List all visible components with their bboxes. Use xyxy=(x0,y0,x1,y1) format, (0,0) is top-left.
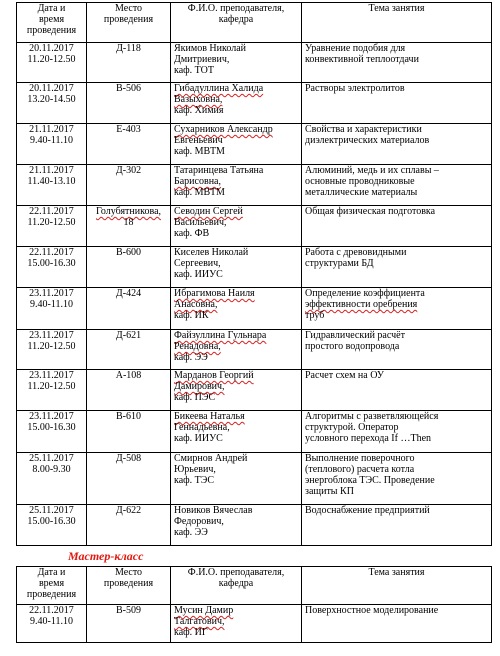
cell-teacher-line: Сухарников Александр xyxy=(174,124,273,135)
cell-place xyxy=(87,453,171,505)
cell-place-line: Д-621 xyxy=(115,330,142,341)
table-row xyxy=(17,370,492,411)
cell-teacher-line: Дмитриевич, xyxy=(174,54,230,65)
cell-place-line: Д-118 xyxy=(116,43,141,54)
header-date-line: проведения xyxy=(26,25,77,36)
cell-topic-line: Свойства и характеристики xyxy=(305,124,422,135)
cell-topic xyxy=(302,330,492,370)
cell-place-line: В-610 xyxy=(116,411,141,422)
cell-date-line: 15.00-16.30 xyxy=(27,258,76,269)
cell-teacher-line: Юрьевич, xyxy=(174,464,216,475)
cell-place xyxy=(87,288,171,330)
cell-topic-line: простого водопровода xyxy=(305,341,400,352)
cell-topic-line: Растворы электролитов xyxy=(305,83,405,94)
table-row xyxy=(17,605,492,643)
cell-date xyxy=(17,165,87,206)
cell-topic xyxy=(302,370,492,411)
header-topic-line: Тема занятия xyxy=(368,3,425,14)
cell-teacher xyxy=(171,370,302,411)
cell-teacher-line: каф. Химия xyxy=(174,105,224,116)
cell-topic-line: Общая физическая подготовка xyxy=(305,206,436,217)
header-place-line: проведения xyxy=(103,578,154,589)
cell-topic xyxy=(302,605,492,643)
cell-date xyxy=(17,288,87,330)
cell-topic-line: энергоблока ТЭС. Проведение xyxy=(305,475,435,486)
cell-date-line: 11.20-12.50 xyxy=(27,341,76,352)
cell-topic xyxy=(302,411,492,453)
cell-place xyxy=(87,370,171,411)
cell-date xyxy=(17,411,87,453)
cell-date-line: 11.20-12.50 xyxy=(27,54,76,65)
cell-date-line: 13.20-14.50 xyxy=(27,94,76,105)
cell-teacher-line: каф. ТОТ xyxy=(174,65,214,76)
table-row xyxy=(17,288,492,330)
cell-topic-line: Алюминий, медь и их сплавы – xyxy=(305,165,439,176)
table-row xyxy=(17,505,492,546)
cell-teacher-line: каф. МВТМ xyxy=(174,187,225,198)
header-date-line: время xyxy=(38,578,65,589)
cell-topic xyxy=(302,206,492,247)
header-date-line: проведения xyxy=(26,589,77,600)
table-row xyxy=(17,43,492,83)
cell-date xyxy=(17,330,87,370)
cell-topic-line: Гидравлический расчёт xyxy=(305,330,405,341)
cell-topic-line: структурами БД xyxy=(305,258,374,269)
cell-place xyxy=(87,43,171,83)
cell-topic-line: металлические материалы xyxy=(305,187,418,198)
table-row xyxy=(17,206,492,247)
table-header-row xyxy=(17,3,492,43)
cell-teacher-line: Геннадьевна, xyxy=(174,422,230,433)
cell-place-line: Д-622 xyxy=(115,505,142,516)
cell-place xyxy=(87,330,171,370)
cell-date-line: 22.11.2017 xyxy=(29,247,74,258)
cell-teacher-line: каф. ИИУС xyxy=(174,433,223,444)
cell-topic-line: (теплового) расчета котла xyxy=(305,464,415,475)
cell-teacher xyxy=(171,330,302,370)
cell-teacher-line: Новиков Вячеслав xyxy=(174,505,253,516)
cell-teacher-line: Татаринцева Татьяна xyxy=(174,165,264,176)
header-teacher-line: Ф.И.О. преподавателя, xyxy=(187,567,285,578)
cell-place xyxy=(87,605,171,643)
cell-date-line: 9.40-11.10 xyxy=(30,299,73,310)
cell-place-line: 18 xyxy=(123,217,134,228)
cell-date-line: 9.40-11.10 xyxy=(30,616,73,627)
cell-date xyxy=(17,206,87,247)
cell-topic-line: труб xyxy=(305,310,325,321)
cell-date-line: 21.11.2017 xyxy=(29,124,74,135)
cell-topic-line: условного перехода If …Then xyxy=(305,433,432,444)
header-topic xyxy=(302,3,492,43)
header-place-line: Место xyxy=(114,3,143,14)
cell-date-line: 25.11.2017 xyxy=(29,453,74,464)
cell-teacher-line: Файзуллина Гульнара xyxy=(174,330,267,341)
cell-teacher-line: Марданов Георгий xyxy=(174,370,254,381)
header-date-line: Дата и xyxy=(37,567,66,578)
cell-teacher xyxy=(171,206,302,247)
cell-place-line: А-108 xyxy=(115,370,142,381)
cell-date xyxy=(17,370,87,411)
cell-place xyxy=(87,124,171,165)
header-teacher-line: Ф.И.О. преподавателя, xyxy=(187,3,285,14)
cell-teacher xyxy=(171,605,302,643)
cell-place-line: Д-508 xyxy=(115,453,142,464)
cell-date-line: 23.11.2017 xyxy=(29,370,74,381)
cell-teacher-line: каф. ТЭС xyxy=(174,475,215,486)
cell-teacher-line: Талгатович, xyxy=(174,616,225,627)
cell-teacher-line: Сергеевич, xyxy=(174,258,221,269)
cell-topic-line: основные проводниковые xyxy=(305,176,415,187)
cell-place-line: В-509 xyxy=(116,605,141,616)
header-date xyxy=(17,3,87,43)
cell-date-line: 23.11.2017 xyxy=(29,411,74,422)
cell-teacher xyxy=(171,288,302,330)
master-class-title: Мастер-класс xyxy=(68,549,144,563)
table-header-row xyxy=(17,567,492,605)
cell-date-line: 22.11.2017 xyxy=(29,206,74,217)
header-teacher xyxy=(171,3,302,43)
cell-teacher-line: Евгеньевич xyxy=(174,135,223,146)
cell-topic-line: эффективности оребрения xyxy=(305,299,418,310)
cell-topic xyxy=(302,288,492,330)
cell-teacher-line: каф. ПЭС xyxy=(174,392,216,403)
cell-teacher-line: Федорович, xyxy=(174,516,224,527)
cell-place xyxy=(87,83,171,124)
cell-topic-line: конвективной теплоотдачи xyxy=(305,54,419,65)
cell-place-line: Голубятникова, xyxy=(95,206,162,217)
cell-date-line: 8.00-9.30 xyxy=(32,464,71,475)
cell-topic xyxy=(302,83,492,124)
cell-teacher-line: каф. ИИУС xyxy=(174,269,223,280)
table-row xyxy=(17,453,492,505)
cell-place-line: Д-424 xyxy=(115,288,142,299)
cell-place xyxy=(87,206,171,247)
cell-date-line: 22.11.2017 xyxy=(29,605,74,616)
master-class-table xyxy=(16,566,492,643)
table-row xyxy=(17,247,492,288)
cell-place xyxy=(87,247,171,288)
cell-topic xyxy=(302,165,492,206)
cell-place xyxy=(87,505,171,546)
header-topic xyxy=(302,567,492,605)
header-date xyxy=(17,567,87,605)
cell-teacher-line: каф. ИК xyxy=(174,310,209,321)
cell-topic-line: Поверхностное моделирование xyxy=(305,605,439,616)
cell-teacher-line: Севодин Сергей xyxy=(174,206,243,217)
cell-teacher xyxy=(171,124,302,165)
cell-place-line: Д-302 xyxy=(115,165,142,176)
cell-date-line: 11.20-12.50 xyxy=(27,381,76,392)
table-row xyxy=(17,330,492,370)
cell-teacher-line: Ренадовна, xyxy=(174,341,221,352)
cell-date xyxy=(17,124,87,165)
cell-topic xyxy=(302,247,492,288)
cell-date-line: 15.00-16.30 xyxy=(27,422,76,433)
header-place xyxy=(87,567,171,605)
cell-topic xyxy=(302,43,492,83)
cell-place xyxy=(87,165,171,206)
cell-place xyxy=(87,411,171,453)
cell-topic-line: защиты КП xyxy=(305,486,354,497)
cell-teacher-line: Барисовна, xyxy=(174,176,221,187)
cell-teacher-line: Киселев Николай xyxy=(174,247,249,258)
cell-topic-line: Водоснабжение предприятий xyxy=(305,505,430,516)
cell-date-line: 20.11.2017 xyxy=(29,43,74,54)
cell-teacher xyxy=(171,247,302,288)
header-topic-line: Тема занятия xyxy=(368,567,425,578)
header-date-line: время xyxy=(38,14,65,25)
cell-teacher xyxy=(171,83,302,124)
cell-date-line: 21.11.2017 xyxy=(29,165,74,176)
cell-teacher-line: Вазыховна, xyxy=(174,94,223,105)
cell-date xyxy=(17,247,87,288)
cell-topic-line: Уравнение подобия для xyxy=(305,43,406,54)
header-place-line: проведения xyxy=(103,14,154,25)
cell-topic-line: структурой. Оператор xyxy=(305,422,399,433)
cell-teacher-line: каф. МВТМ xyxy=(174,146,225,157)
cell-teacher xyxy=(171,505,302,546)
cell-teacher-line: Бикеева Наталья xyxy=(174,411,245,422)
header-teacher xyxy=(171,567,302,605)
cell-date xyxy=(17,43,87,83)
cell-topic-line: Выполнение поверочного xyxy=(305,453,415,464)
cell-date-line: 11.40-13.10 xyxy=(27,176,76,187)
header-date-line: Дата и xyxy=(37,3,66,14)
cell-date-line: 20.11.2017 xyxy=(29,83,74,94)
table-row xyxy=(17,124,492,165)
header-place xyxy=(87,3,171,43)
cell-teacher-line: Васильевич, xyxy=(174,217,227,228)
cell-date-line: 15.00-16.30 xyxy=(27,516,76,527)
header-teacher-line: кафедра xyxy=(218,578,254,589)
cell-teacher-line: Ибрагимова Наиля xyxy=(174,288,255,299)
cell-teacher-line: Гибадуллина Халида xyxy=(174,83,264,94)
cell-topic xyxy=(302,124,492,165)
cell-date xyxy=(17,605,87,643)
table-row xyxy=(17,411,492,453)
cell-place-line: В-600 xyxy=(116,247,141,258)
cell-topic-line: Расчет схем на ОУ xyxy=(305,370,384,381)
cell-topic-line: Работа с древовидными xyxy=(305,247,407,258)
cell-place-line: В-506 xyxy=(116,83,141,94)
cell-date-line: 11.20-12.50 xyxy=(27,217,76,228)
cell-teacher-line: каф. ЭЭ xyxy=(174,352,208,363)
cell-topic-line: диэлектрических материалов xyxy=(305,135,430,146)
cell-teacher xyxy=(171,165,302,206)
cell-date xyxy=(17,453,87,505)
cell-teacher-line: Якимов Николай xyxy=(174,43,247,54)
table-row xyxy=(17,83,492,124)
cell-topic xyxy=(302,505,492,546)
table-row xyxy=(17,165,492,206)
cell-teacher-line: каф. ЭЭ xyxy=(174,527,208,538)
cell-teacher-line: Смирнов Андрей xyxy=(174,453,248,464)
cell-topic-line: Алгоритмы с разветвляющейся xyxy=(305,411,439,422)
cell-teacher xyxy=(171,453,302,505)
cell-topic-line: Определение коэффициента xyxy=(305,288,425,299)
cell-place-line: Е-403 xyxy=(116,124,141,135)
cell-teacher xyxy=(171,43,302,83)
cell-teacher-line: каф. ФВ xyxy=(174,228,210,239)
schedule-table xyxy=(16,2,492,546)
cell-date-line: 23.11.2017 xyxy=(29,330,74,341)
header-place-line: Место xyxy=(114,567,143,578)
cell-teacher-line: Дамирович, xyxy=(174,381,225,392)
cell-topic xyxy=(302,453,492,505)
cell-date xyxy=(17,505,87,546)
cell-teacher-line: Анасовна, xyxy=(174,299,218,310)
cell-date xyxy=(17,83,87,124)
header-teacher-line: кафедра xyxy=(218,14,254,25)
cell-teacher-line: каф. ИГ xyxy=(174,627,208,638)
cell-date-line: 9.40-11.10 xyxy=(30,135,73,146)
cell-teacher-line: Мусин Дамир xyxy=(174,605,234,616)
cell-date-line: 25.11.2017 xyxy=(29,505,74,516)
cell-teacher xyxy=(171,411,302,453)
cell-date-line: 23.11.2017 xyxy=(29,288,74,299)
